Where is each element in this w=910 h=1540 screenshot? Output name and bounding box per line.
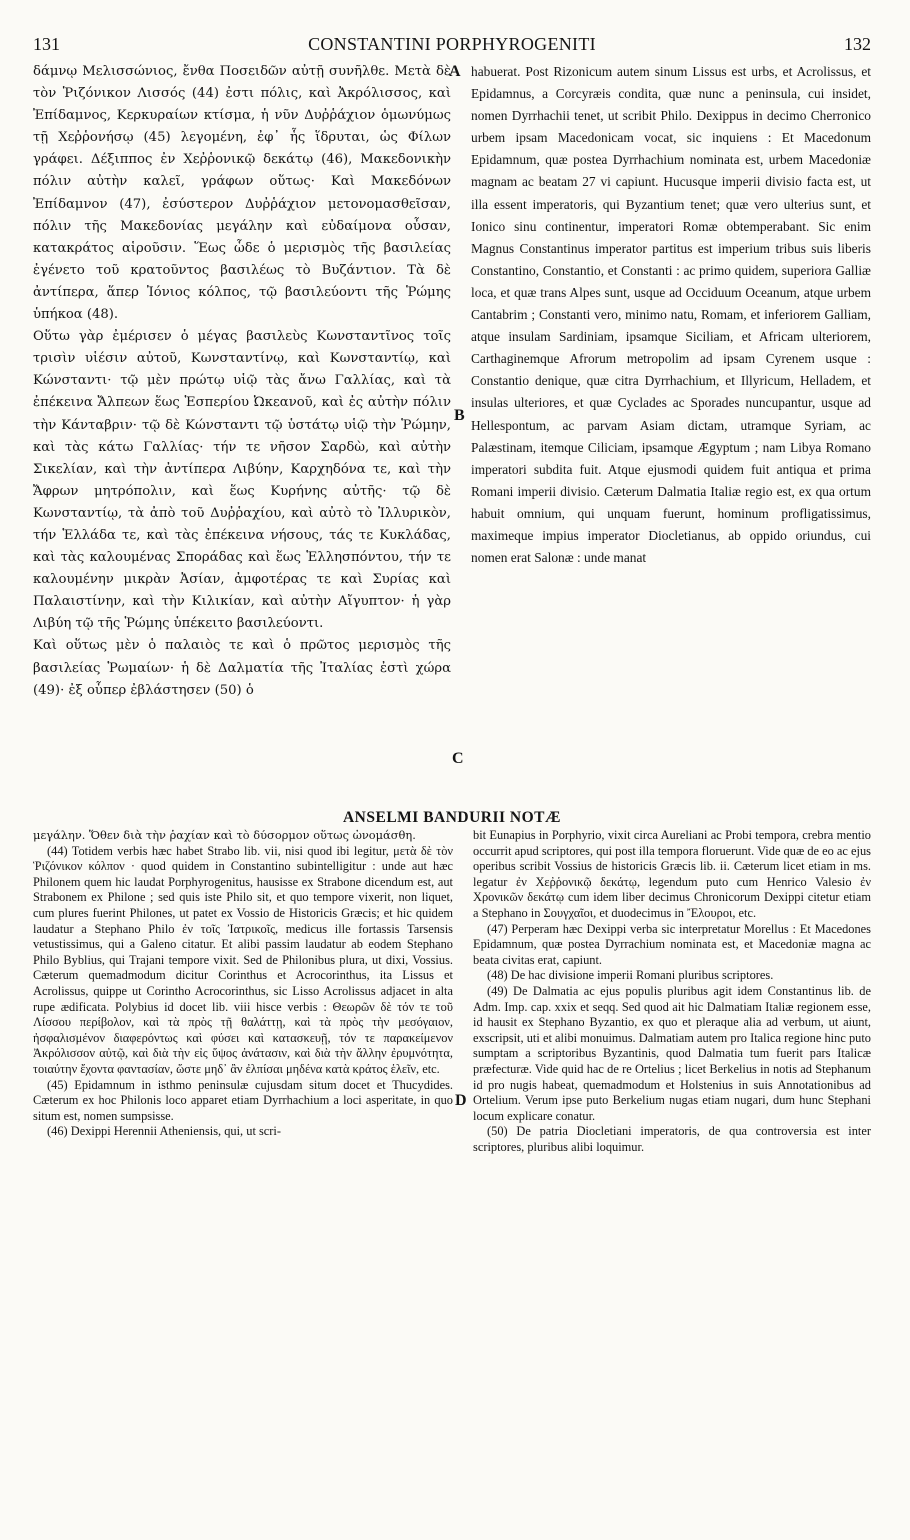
margin-letter-c: C <box>452 750 464 767</box>
latin-paragraph: habuerat. Post Rizonicum autem sinum Lissus est urbs, et Acrolissus, et Epidamnus, a Corcyræis condita, quæ nunc a peninsula, cui insidet, nomen Dyrrhachii tenet, ut scribit Philo. Dexippus in decimo Cherronico urbem ipsam Macedonicam vocat, sic inquiens : Et Macedonum Epidamnum, quæ postea Dyrrhachium nominata est, urbem Macedoniæ magnam ac beatam 27 vi capiunt. Hucusque imperii divisio facta est, ut illa essent imperatoris, qui Byzantium tenet; quæ vero ulterius sunt, et Ionico sinu continentur, imperatori Romæ obtemperabant. Sic enim Magnus Constantinus imperator partitus est imperium tribus suis liberis Constantino, Constantio, et Constanti : ac primo quidem, superiora Galliæ loca, et quæ trans Alpes sunt, usque ad Occiduum Oceanum, atque urbem Cantabrim ; Constanti vero, minimo natu, Romam, et inferiorem Galliam, atque insulam Sardiniam, ipsamque Siciliam, et Africam ulteriorem, Carthaginemque Afrorum metropolim ad ipsam Cyrenem usque : Constantio denique, quæ citra Dyrrhachium, et Illyricum, Helladem, et insulas ulteriores, et quæ Cyclades ac Sporades nuncupantur, usque ad Hellespontum, ac parvam Asiam dictam, utramque Syriam, ac Palæstinam, itemque Ciliciam, ipsamque Ægyptum ; nam Libya Romano imperatori subdita fuit. Atque ejusmodi quidem fuit antiqua et prima Romani imperii divisio. Cæterum Dalmatia Italiæ regio est, ex qua ortum habuit omnium, qui unquam fuerunt, hominum profligatissimus, maximeque impius imperator Diocletianus, ab oppido oriundus, cui nomen erat Salonæ : unde manat <box>471 64 871 566</box>
notes-left-column <box>33 828 453 1508</box>
page-number-left: 131 <box>33 34 60 54</box>
note-50: (50) De patria Diocletiani imperatoris, de qua controversia est inter scriptores, pluribus alibi loquimur. <box>473 1124 871 1154</box>
note-46: (46) Dexippi Herennii Atheniensis, qui, ut scri- <box>47 1124 281 1139</box>
greek-paragraph: Οὕτω γὰρ ἐμέρισεν ὁ μέγας βασιλεὺς Κωνσταντῖνος τοῖς τρισὶν υἱέσιν αὐτοῦ, Κωνσταντίνῳ, καὶ Κωνσταντίῳ, καὶ Κώνσταντι· τῷ μὲν πρώτῳ υἱῷ τὰς ἄνω Γαλλίας, καὶ τὰ ἐπέκεινα Ἄλπεων ἕως Ἑσπερίου Ὠκεανοῦ, καὶ ἐς αὐτὴν πόλιν τὴν Κάνταβριν· τῷ δὲ Κώνσταντι τῷ ὑστάτῳ υἱῷ τὴν Ῥώμην, καὶ τὰς κάτω Γαλλίας· τήν τε νῆσον Σαρδὼ, καὶ αὐτὴν Σικελίαν, καὶ τὴν ἀντίπερα Λιβύην, Καρχηδόνα τε, καὶ τὴν Ἄφρων μητρόπολιν, καὶ ἕως Κυρήνης αὐτῆς· τῷ δὲ Κωνσταντίῳ, τὰ ἀπὸ τοῦ Δυῤῥαχίου, καὶ αὐτὸ τὸ Ἰλλυρικὸν, τήν Ἑλλάδα τε, καὶ τὰς ἐπέκεινα νήσους, τάς τε Κυκλάδας, καὶ τὰς καλουμένας Σποράδας καὶ ἕως Ἑλλησπόντου, τήν τε καλουμένην μικρὰν Ἀσίαν, ἀμφοτέρας τε καὶ Συρίας καὶ Παλαιστίνην, καὶ τὴν Κιλικίαν, καὶ αὐτὴν Αἴγυπτον· ἡ γὰρ Λιβύη τῷ τῆς Ῥώμης ὑπέκειτο βασιλεύοντι. <box>33 329 451 632</box>
note-48: (48) De hac divisione imperii Romani pluribus scriptores. <box>487 968 774 983</box>
running-title: CONSTANTINI PORPHYROGENITI <box>308 34 596 54</box>
greek-paragraph: δάμνῳ Μελισσώνιος, ἔνθα Ποσειδῶν αὐτῇ συνῆλθε. Μετὰ δὲ τὸν Ῥιζόνικον Λισσός (44) ἐστι πόλις, καὶ Ἀκρόλισσος, καὶ Ἐπίδαμνος, Κερκυραίων κτίσμα, ἡ νῦν Δυῤῥάχιον ὁμωνύμως τῇ Χεῤῥονήσῳ (45) λεγομένη, ἐφ᾽ ἧς ἵδρυται, ὡς Φίλων γράφει. Δέξιππος ἐν Χεῤῥονικῷ δεκάτῳ (46), Μακεδονικὴν πόλιν αὐτὴν καλεῖ, γράφων οὕτως· Καὶ Μακεδόνων Ἐπίδαμνον (47), ἐσύστερον Δυῤῥάχιον μετονομασθεῖσαν, πόλιν τῆς Μακεδονίας μεγάλην καὶ εὐδαίμονα οὖσαν, κατακράτος αἱροῦσιν. Ἕως ὧδε ὁ μερισμὸς τῆς βασιλείας ἐγένετο τοῦ κρατοῦντος βασιλέως τὸ Βυζάντιον. Τὰ δὲ ἀντίπερα, ἅπερ Ἰόνιος κόλπος, τῷ βασιλεύοντι τῆς Ῥώμης ὑπήκοα (48). <box>33 64 451 323</box>
greek-text-column <box>33 61 451 813</box>
note-49: (49) De Dalmatia ac ejus populis pluribus agit idem Constantinus lib. de Adm. Imp. cap. xxix et seqq. Sed quod ait hic Dalmatiam Italiæ regionem esse, id hausit ex Stephano Byzantio, ex quo et pleraque alia ad verbum, ut aiunt, exscripsit, uti et alibi monuimus. Dalmatiam autem pro Italica regione hinc puto sumptam a scriptoribus Byzantinis, quod Dalmatia tum fuerit pars Italicæ præfecturæ. Vide quid hac de re Ortelius ; licet Berkelius in notis ad Stephanum id pro nugis habeat, quemadmodum et Holstenius in suis Annotationibus ad Ortelium. Verum ipse puto Berkelium nugas etiam nugari, dum hunc Stephani locum explicare conatur. <box>473 983 871 1123</box>
notes-title: ANSELMI BANDURII NOTÆ <box>342 809 562 826</box>
note-47: (47) Perperam hæc Dexippi verba sic interpretatur Morellus : Et Macedones Epidamnum, quæ postea Dyrrachium nominata est, et Macedoniæ magna ac beata civitas erat, capiunt. <box>473 921 871 967</box>
notes-right-column <box>473 828 871 1508</box>
page-header <box>33 34 871 58</box>
note-44: (44) Totidem verbis hæc habet Strabo lib. vii, nisi quod ibi legitur, μετὰ δὲ τὸν Ῥιζόνικον κόλπον · quod quidem in Constantino subintelligitur : unde aut hæc Philonem quem hic laudat Porphyrogenitus, hausisse ex Strabone dicendum est, aut Strabonem ex Philone ; sed quis iste Philo sit, et quo tempore vixerit, non liquet, cum plures fuerint Philones, ut patet ex Vossio de Historicis Græcis; et hic quidem laudatur a Stephano Philo ἐν τοῖς Ἰατρικοῖς, medicus ille fortassis Tarsensis vetustissimus, qui a Galeno citatur. Et alibi passim laudatur ab eodem Stephano Philo Byblius, qui Trajani tempore vixit. Sed de Philonibus plura, ut dixi, Vossius. Cæterum quemadmodum dicitur Corinthus et Acrocorinthus, ita Lissus et Acrolissus, quippe ut Corintho Acrocorinthus, sic Lisso Acrolissus adjacet in alta rupe ædificata. Polybius id docet lib. viii hisce verbis : Θεωρῶν δὲ τόν τε τοῦ Λίσσου περίβολον, καὶ τὰ πρὸς τῇ θαλάττῃ, καὶ τὰ πρὸς τὴν μεσόγαιον, ἠσφαλισμένον διαφερόντως καὶ φύσει καὶ κατασκευῇ, τόν τε παρακείμενον Ἀκρόλισσον αὐτῷ, καὶ διὰ τὴν εἰς ὕψος ἀνάτασιν, καὶ διὰ τὴν ἄλλην ἐρυμνότητα, τοιαύτην ἔχοντα φαντασίαν, ὥστε μηδ᾽ ἂν ἐλπίσαι μηδένα κατὰ κράτος ἑλεῖν, etc. <box>33 843 453 1076</box>
margin-letter-a: A <box>449 63 461 80</box>
note-continuation: μεγάλην. Ὅθεν διὰ τὴν ῥαχίαν καὶ τὸ δύσορμον οὕτως ὠνομάσθη. <box>33 828 416 842</box>
latin-text-column <box>471 61 871 813</box>
page-number-right: 132 <box>844 34 871 54</box>
note-45: (45) Epidamnum in isthmo peninsulæ cujusdam situm docet et Thucydides. Cæterum ex hoc Philonis loco apparet etiam Dyrrhachium a loci asperitate, in quo situm est, nomen sumpsisse. <box>33 1077 453 1123</box>
margin-letter-d: D <box>455 1092 467 1109</box>
margin-letter-b: B <box>454 407 465 424</box>
note-46-continued: bit Eunapius in Porphyrio, vixit circa Aureliani ac Probi tempora, crebra mentio occurrit apud scriptores, qui post illa tempora floruerunt. Vide quæ de eo ac ejus operibus scribit Vossius de historicis Græcis lib. ii. Cæterum licet etiam in ms. legatur ἐν Χεῤῥονικῷ δεκάτῳ, legendum puto cum Henrico Valesio ἐν Χρονικῶν δεκάτῳ cum idem liber decimus Chronicorum Dexippi citetur etiam a Stephano in Σουγχαῖοι, et duodecimus in Ἔλουροι, etc. <box>473 828 871 920</box>
greek-paragraph: Καὶ οὕτως μὲν ὁ παλαιὸς τε καὶ ὁ πρῶτος μερισμὸς τῆς βασιλείας Ῥωμαίων· ἡ δὲ Δαλματία τῆς Ἰταλίας ἐστὶ χώρα (49)· ἐξ οὗπερ ἐβλάστησεν (50) ὁ <box>33 638 451 698</box>
